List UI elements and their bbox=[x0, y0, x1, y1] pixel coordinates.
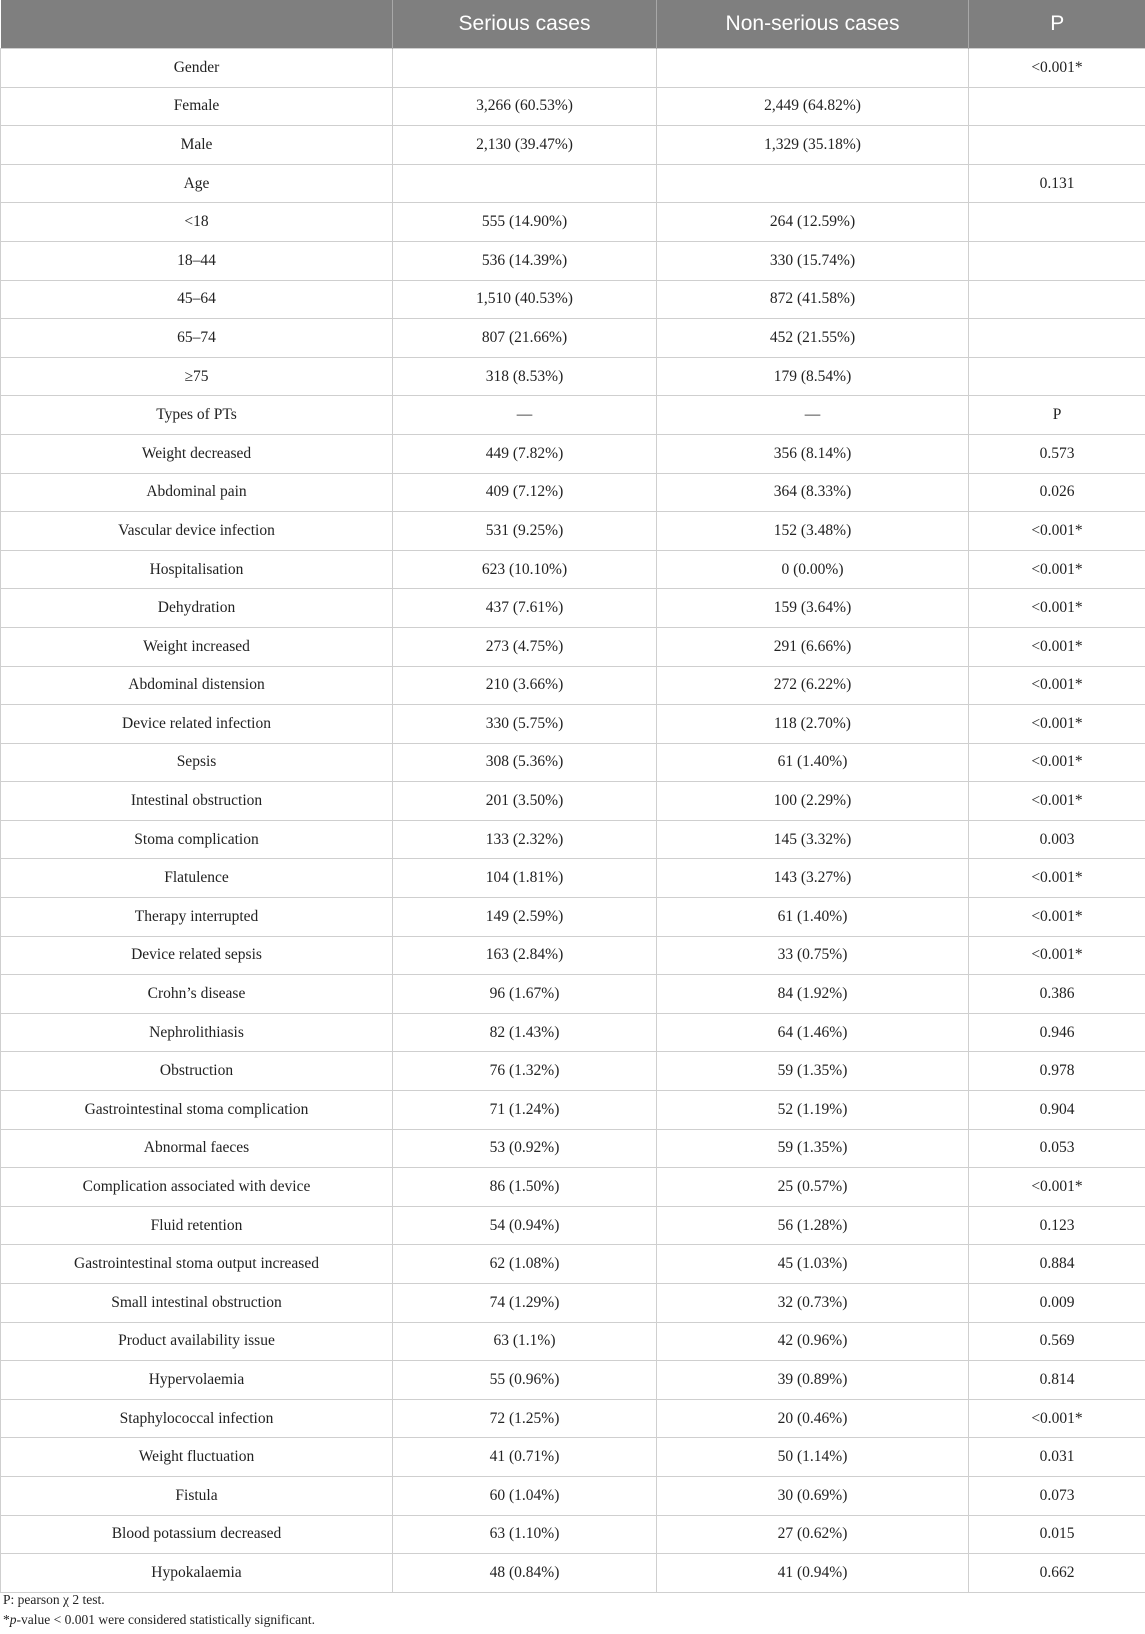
non-serious-cases-cell: 52 (1.19%) bbox=[657, 1091, 969, 1130]
non-serious-cases-cell: 118 (2.70%) bbox=[657, 705, 969, 744]
p-value-cell: 0.003 bbox=[969, 820, 1145, 859]
p-value-cell: <0.001* bbox=[969, 898, 1145, 937]
serious-cases-cell: 273 (4.75%) bbox=[393, 627, 657, 666]
table-row bbox=[1, 1399, 1145, 1438]
table-row bbox=[1, 473, 1145, 512]
serious-cases-cell: 318 (8.53%) bbox=[393, 357, 657, 396]
non-serious-cases-cell: 159 (3.64%) bbox=[657, 589, 969, 628]
non-serious-cases-cell: 61 (1.40%) bbox=[657, 898, 969, 937]
table-row bbox=[1, 319, 1145, 358]
table-row bbox=[1, 164, 1145, 203]
serious-cases-cell: 330 (5.75%) bbox=[393, 705, 657, 744]
row-label-cell: Male bbox=[1, 126, 393, 165]
row-label-cell: Therapy interrupted bbox=[1, 898, 393, 937]
serious-cases-cell: 437 (7.61%) bbox=[393, 589, 657, 628]
serious-cases-cell: 2,130 (39.47%) bbox=[393, 126, 657, 165]
row-label-cell: Product availability issue bbox=[1, 1322, 393, 1361]
row-label-cell: Weight decreased bbox=[1, 434, 393, 473]
table-row bbox=[1, 357, 1145, 396]
p-value-cell: P bbox=[969, 396, 1145, 435]
serious-cases-cell: 86 (1.50%) bbox=[393, 1168, 657, 1207]
non-serious-cases-cell: 143 (3.27%) bbox=[657, 859, 969, 898]
table-row bbox=[1, 1129, 1145, 1168]
table-row bbox=[1, 126, 1145, 165]
p-value-cell: 0.573 bbox=[969, 434, 1145, 473]
table-row bbox=[1, 87, 1145, 126]
serious-cases-cell: 163 (2.84%) bbox=[393, 936, 657, 975]
non-serious-cases-cell: 2,449 (64.82%) bbox=[657, 87, 969, 126]
p-value-cell bbox=[969, 87, 1145, 126]
header-cell-non-serious-cases: Non-serious cases bbox=[657, 0, 969, 49]
p-value-cell bbox=[969, 203, 1145, 242]
serious-cases-cell: 449 (7.82%) bbox=[393, 434, 657, 473]
header-row bbox=[1, 0, 1145, 49]
table-row bbox=[1, 589, 1145, 628]
row-label-cell: Female bbox=[1, 87, 393, 126]
table-row bbox=[1, 434, 1145, 473]
non-serious-cases-cell: 59 (1.35%) bbox=[657, 1052, 969, 1091]
non-serious-cases-cell: 264 (12.59%) bbox=[657, 203, 969, 242]
table-row bbox=[1, 49, 1145, 88]
table-row bbox=[1, 241, 1145, 280]
non-serious-cases-cell: 152 (3.48%) bbox=[657, 512, 969, 551]
p-value-cell: <0.001* bbox=[969, 1168, 1145, 1207]
row-label-cell: Fistula bbox=[1, 1476, 393, 1515]
serious-cases-cell: 54 (0.94%) bbox=[393, 1206, 657, 1245]
p-value-cell: 0.123 bbox=[969, 1206, 1145, 1245]
footnote-significance-text: -value < 0.001 were considered statistically significant. bbox=[16, 1612, 316, 1627]
serious-cases-cell: 82 (1.43%) bbox=[393, 1013, 657, 1052]
footnote-test: P: pearson χ 2 test. bbox=[3, 1592, 105, 1607]
table-row bbox=[1, 1284, 1145, 1323]
non-serious-cases-cell bbox=[657, 164, 969, 203]
non-serious-cases-cell: — bbox=[657, 396, 969, 435]
p-value-cell: 0.884 bbox=[969, 1245, 1145, 1284]
table-row bbox=[1, 280, 1145, 319]
serious-cases-cell bbox=[393, 49, 657, 88]
non-serious-cases-cell: 59 (1.35%) bbox=[657, 1129, 969, 1168]
p-value-cell: 0.904 bbox=[969, 1091, 1145, 1130]
non-serious-cases-cell bbox=[657, 49, 969, 88]
p-value-cell bbox=[969, 241, 1145, 280]
serious-cases-cell: 201 (3.50%) bbox=[393, 782, 657, 821]
table-row bbox=[1, 1554, 1145, 1593]
row-label-cell: Blood potassium decreased bbox=[1, 1515, 393, 1554]
row-label-cell: ≥75 bbox=[1, 357, 393, 396]
serious-cases-cell: 74 (1.29%) bbox=[393, 1284, 657, 1323]
table-row bbox=[1, 1091, 1145, 1130]
table-row bbox=[1, 975, 1145, 1014]
non-serious-cases-cell: 84 (1.92%) bbox=[657, 975, 969, 1014]
p-value-cell: 0.026 bbox=[969, 473, 1145, 512]
non-serious-cases-cell: 64 (1.46%) bbox=[657, 1013, 969, 1052]
row-label-cell: Vascular device infection bbox=[1, 512, 393, 551]
table-row bbox=[1, 936, 1145, 975]
serious-cases-cell: 53 (0.92%) bbox=[393, 1129, 657, 1168]
row-label-cell: Crohn’s disease bbox=[1, 975, 393, 1014]
row-label-cell: Stoma complication bbox=[1, 820, 393, 859]
serious-cases-cell: 71 (1.24%) bbox=[393, 1091, 657, 1130]
serious-cases-cell: 210 (3.66%) bbox=[393, 666, 657, 705]
serious-cases-cell: 104 (1.81%) bbox=[393, 859, 657, 898]
row-label-cell: Device related sepsis bbox=[1, 936, 393, 975]
non-serious-cases-cell: 39 (0.89%) bbox=[657, 1361, 969, 1400]
p-value-cell: <0.001* bbox=[969, 859, 1145, 898]
table-row bbox=[1, 859, 1145, 898]
non-serious-cases-cell: 33 (0.75%) bbox=[657, 936, 969, 975]
row-label-cell: Hypervolaemia bbox=[1, 1361, 393, 1400]
serious-cases-cell: 531 (9.25%) bbox=[393, 512, 657, 551]
table-row bbox=[1, 1013, 1145, 1052]
footnote-significance bbox=[3, 1610, 315, 1630]
p-value-cell: <0.001* bbox=[969, 512, 1145, 551]
table-row bbox=[1, 1322, 1145, 1361]
non-serious-cases-cell: 179 (8.54%) bbox=[657, 357, 969, 396]
table-row bbox=[1, 203, 1145, 242]
serious-cases-cell: — bbox=[393, 396, 657, 435]
p-value-cell: <0.001* bbox=[969, 743, 1145, 782]
row-label-cell: Nephrolithiasis bbox=[1, 1013, 393, 1052]
table-row bbox=[1, 1052, 1145, 1091]
table-row bbox=[1, 1206, 1145, 1245]
non-serious-cases-cell: 25 (0.57%) bbox=[657, 1168, 969, 1207]
footnote-asterisk: * bbox=[3, 1612, 10, 1627]
header-cell-p-value: P bbox=[969, 0, 1145, 49]
p-value-cell: 0.009 bbox=[969, 1284, 1145, 1323]
p-value-cell bbox=[969, 126, 1145, 165]
non-serious-cases-cell: 0 (0.00%) bbox=[657, 550, 969, 589]
serious-cases-cell: 133 (2.32%) bbox=[393, 820, 657, 859]
p-value-cell: <0.001* bbox=[969, 589, 1145, 628]
row-label-cell: Hypokalaemia bbox=[1, 1554, 393, 1593]
serious-cases-cell: 63 (1.1%) bbox=[393, 1322, 657, 1361]
header-cell-category bbox=[1, 0, 393, 49]
p-value-cell: 0.386 bbox=[969, 975, 1145, 1014]
row-label-cell: Dehydration bbox=[1, 589, 393, 628]
non-serious-cases-cell: 30 (0.69%) bbox=[657, 1476, 969, 1515]
p-value-cell: 0.569 bbox=[969, 1322, 1145, 1361]
non-serious-cases-cell: 1,329 (35.18%) bbox=[657, 126, 969, 165]
non-serious-cases-cell: 50 (1.14%) bbox=[657, 1438, 969, 1477]
table-row bbox=[1, 396, 1145, 435]
p-value-cell bbox=[969, 357, 1145, 396]
row-label-cell: Sepsis bbox=[1, 743, 393, 782]
row-label-cell: Device related infection bbox=[1, 705, 393, 744]
row-label-cell: Intestinal obstruction bbox=[1, 782, 393, 821]
non-serious-cases-cell: 356 (8.14%) bbox=[657, 434, 969, 473]
p-value-cell: <0.001* bbox=[969, 705, 1145, 744]
row-label-cell: Small intestinal obstruction bbox=[1, 1284, 393, 1323]
p-value-cell bbox=[969, 319, 1145, 358]
non-serious-cases-cell: 872 (41.58%) bbox=[657, 280, 969, 319]
non-serious-cases-cell: 364 (8.33%) bbox=[657, 473, 969, 512]
row-label-cell: <18 bbox=[1, 203, 393, 242]
serious-cases-cell: 623 (10.10%) bbox=[393, 550, 657, 589]
p-value-cell: <0.001* bbox=[969, 550, 1145, 589]
p-value-cell: <0.001* bbox=[969, 49, 1145, 88]
row-label-cell: Abdominal distension bbox=[1, 666, 393, 705]
non-serious-cases-cell: 45 (1.03%) bbox=[657, 1245, 969, 1284]
footnote-p-italic: p bbox=[9, 1612, 17, 1627]
non-serious-cases-cell: 56 (1.28%) bbox=[657, 1206, 969, 1245]
table-row bbox=[1, 666, 1145, 705]
table-body bbox=[1, 49, 1145, 1593]
row-label-cell: Weight increased bbox=[1, 627, 393, 666]
non-serious-cases-cell: 41 (0.94%) bbox=[657, 1554, 969, 1593]
row-label-cell: Complication associated with device bbox=[1, 1168, 393, 1207]
table-row bbox=[1, 512, 1145, 551]
table-row bbox=[1, 1476, 1145, 1515]
p-value-cell: 0.015 bbox=[969, 1515, 1145, 1554]
p-value-cell: 0.946 bbox=[969, 1013, 1145, 1052]
non-serious-cases-cell: 61 (1.40%) bbox=[657, 743, 969, 782]
serious-cases-cell: 96 (1.67%) bbox=[393, 975, 657, 1014]
serious-cases-cell: 555 (14.90%) bbox=[393, 203, 657, 242]
row-label-cell: Hospitalisation bbox=[1, 550, 393, 589]
serious-cases-cell: 41 (0.71%) bbox=[393, 1438, 657, 1477]
serious-cases-cell: 63 (1.10%) bbox=[393, 1515, 657, 1554]
table-row bbox=[1, 1438, 1145, 1477]
row-label-cell: Obstruction bbox=[1, 1052, 393, 1091]
non-serious-cases-cell: 452 (21.55%) bbox=[657, 319, 969, 358]
serious-cases-cell: 149 (2.59%) bbox=[393, 898, 657, 937]
p-value-cell: <0.001* bbox=[969, 782, 1145, 821]
p-value-cell: <0.001* bbox=[969, 1399, 1145, 1438]
table-footnotes bbox=[3, 1590, 315, 1630]
serious-cases-cell: 55 (0.96%) bbox=[393, 1361, 657, 1400]
row-label-cell: 18–44 bbox=[1, 241, 393, 280]
non-serious-cases-cell: 145 (3.32%) bbox=[657, 820, 969, 859]
p-value-cell: 0.814 bbox=[969, 1361, 1145, 1400]
table-row bbox=[1, 1168, 1145, 1207]
serious-cases-cell: 1,510 (40.53%) bbox=[393, 280, 657, 319]
row-label-cell: Gastrointestinal stoma complication bbox=[1, 1091, 393, 1130]
p-value-cell: <0.001* bbox=[969, 627, 1145, 666]
table-row bbox=[1, 1361, 1145, 1400]
non-serious-cases-cell: 100 (2.29%) bbox=[657, 782, 969, 821]
non-serious-cases-cell: 27 (0.62%) bbox=[657, 1515, 969, 1554]
p-value-cell: 0.053 bbox=[969, 1129, 1145, 1168]
table-row bbox=[1, 627, 1145, 666]
table-header bbox=[1, 0, 1145, 49]
serious-cases-cell: 409 (7.12%) bbox=[393, 473, 657, 512]
non-serious-cases-cell: 42 (0.96%) bbox=[657, 1322, 969, 1361]
row-label-cell: Age bbox=[1, 164, 393, 203]
row-label-cell: 45–64 bbox=[1, 280, 393, 319]
p-value-cell: 0.031 bbox=[969, 1438, 1145, 1477]
p-value-cell: 0.978 bbox=[969, 1052, 1145, 1091]
header-cell-serious-cases: Serious cases bbox=[393, 0, 657, 49]
table-row bbox=[1, 1245, 1145, 1284]
row-label-cell: 65–74 bbox=[1, 319, 393, 358]
p-value-cell bbox=[969, 280, 1145, 319]
table-row bbox=[1, 820, 1145, 859]
serious-cases-cell: 807 (21.66%) bbox=[393, 319, 657, 358]
p-value-cell: 0.662 bbox=[969, 1554, 1145, 1593]
p-value-cell: 0.073 bbox=[969, 1476, 1145, 1515]
serious-cases-cell: 536 (14.39%) bbox=[393, 241, 657, 280]
row-label-cell: Types of PTs bbox=[1, 396, 393, 435]
p-value-cell: <0.001* bbox=[969, 666, 1145, 705]
table-row bbox=[1, 705, 1145, 744]
non-serious-cases-cell: 272 (6.22%) bbox=[657, 666, 969, 705]
row-label-cell: Gender bbox=[1, 49, 393, 88]
row-label-cell: Flatulence bbox=[1, 859, 393, 898]
row-label-cell: Gastrointestinal stoma output increased bbox=[1, 1245, 393, 1284]
row-label-cell: Abnormal faeces bbox=[1, 1129, 393, 1168]
p-value-cell: 0.131 bbox=[969, 164, 1145, 203]
serious-cases-cell bbox=[393, 164, 657, 203]
serious-cases-cell: 308 (5.36%) bbox=[393, 743, 657, 782]
non-serious-cases-cell: 291 (6.66%) bbox=[657, 627, 969, 666]
table-row bbox=[1, 782, 1145, 821]
serious-cases-cell: 60 (1.04%) bbox=[393, 1476, 657, 1515]
table-row bbox=[1, 1515, 1145, 1554]
serious-cases-cell: 62 (1.08%) bbox=[393, 1245, 657, 1284]
row-label-cell: Staphylococcal infection bbox=[1, 1399, 393, 1438]
table-row bbox=[1, 898, 1145, 937]
row-label-cell: Weight fluctuation bbox=[1, 1438, 393, 1477]
non-serious-cases-cell: 32 (0.73%) bbox=[657, 1284, 969, 1323]
row-label-cell: Fluid retention bbox=[1, 1206, 393, 1245]
non-serious-cases-cell: 20 (0.46%) bbox=[657, 1399, 969, 1438]
non-serious-cases-cell: 330 (15.74%) bbox=[657, 241, 969, 280]
serious-cases-cell: 76 (1.32%) bbox=[393, 1052, 657, 1091]
table-row bbox=[1, 550, 1145, 589]
serious-cases-cell: 3,266 (60.53%) bbox=[393, 87, 657, 126]
p-value-cell: <0.001* bbox=[969, 936, 1145, 975]
table-row bbox=[1, 743, 1145, 782]
serious-cases-cell: 72 (1.25%) bbox=[393, 1399, 657, 1438]
row-label-cell: Abdominal pain bbox=[1, 473, 393, 512]
serious-cases-cell: 48 (0.84%) bbox=[393, 1554, 657, 1593]
